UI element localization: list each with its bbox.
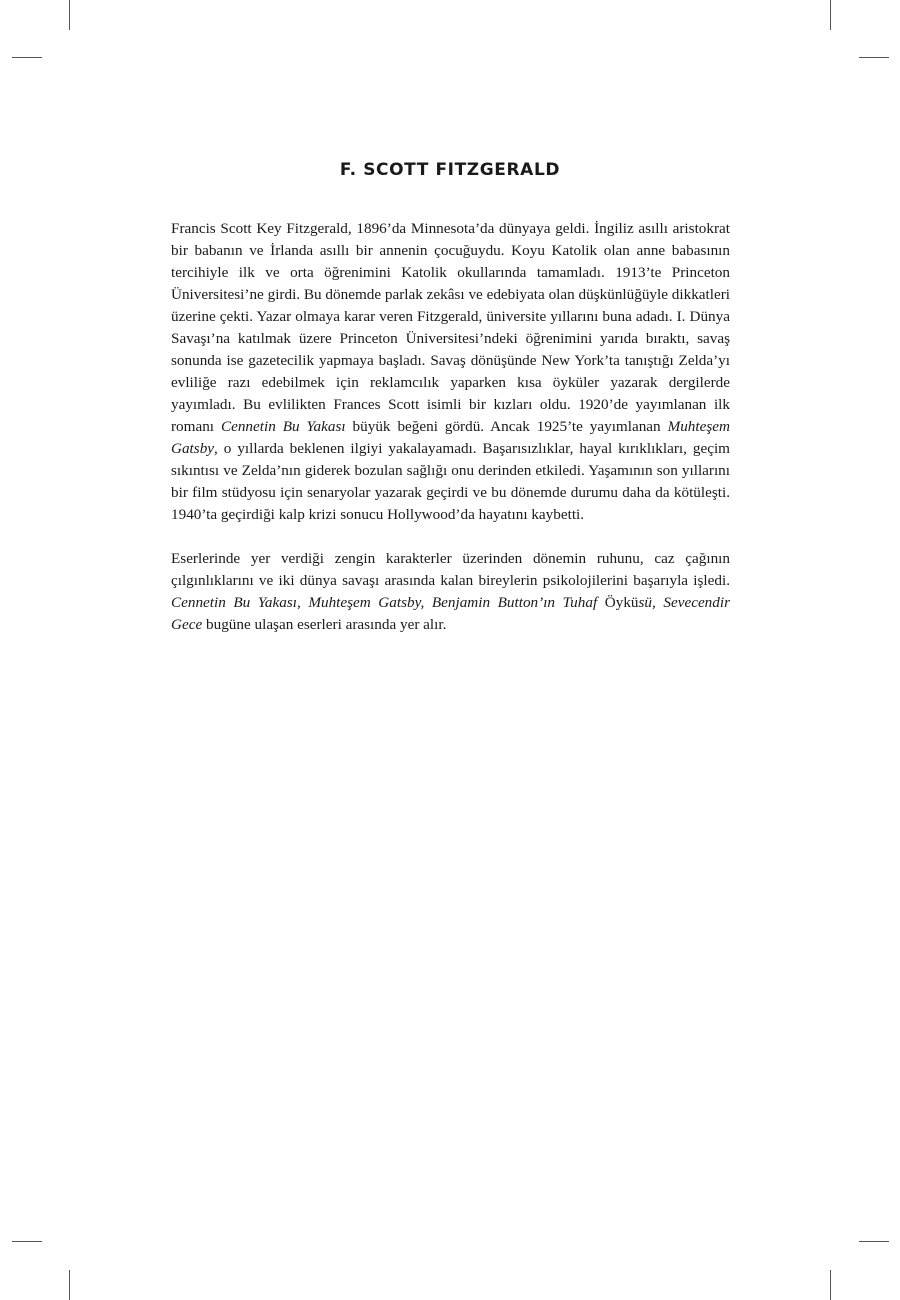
- book-titles-list-end: sü, Sevecendir Gece: [171, 594, 731, 633]
- book-titles-list: Cennetin Bu Yakası, Muhteşem Gatsby, Benjamin Button’ın Tuhaf: [171, 594, 598, 611]
- crop-mark-top-right-horizontal: [859, 57, 889, 58]
- book-title-cennetin-bu-yakasi: Cennetin Bu Yakası: [220, 418, 346, 435]
- paragraph-2-text-3: bugüne ulaşan eserleri arasında yer alır.: [202, 616, 447, 633]
- page-title: F. SCOTT FITZGERALD: [339, 160, 561, 180]
- crop-mark-bottom-left-horizontal: [12, 1241, 42, 1242]
- paragraph-2-text-1: Eserlerinde yer verdiği zengin karakterler üzerinden dönemin ruhunu, caz çağının çılgınlıklarını ve iki dünya savaşı arasında kalan bireylerin psikolojilerini başarıyla işledi.: [171, 550, 730, 589]
- paragraph-2-text-2: Öykü: [597, 594, 639, 611]
- crop-mark-bottom-left-vertical: [69, 1270, 70, 1300]
- biography-text: [171, 218, 730, 636]
- crop-mark-top-left-horizontal: [12, 57, 42, 58]
- biography-paragraph-2: [171, 548, 730, 636]
- paragraph-1-text-3: , o yıllarda beklenen ilgiyi yakalayamadı. Başarısızlıklar, hayal kırıklıkları, geçim sıkıntısı ve Zelda’nın giderek bozulan sağlığı onu derinden etkiledi. Yaşamının son yıllarını bir film stüdyosu için senaryolar yazarak geçirdi ve bu dönemde durumu daha da kötüleşti. 1940’ta geçirdiği kalp krizi sonucu Hollywood’da hayatını kaybetti.: [171, 440, 730, 523]
- crop-mark-bottom-right-vertical: [830, 1270, 831, 1300]
- book-title-muhtesem-gatsby: Muhteşem Gatsby: [171, 418, 730, 457]
- paragraph-1-text-1: Francis Scott Key Fitzgerald, 1896’da Minnesota’da dünyaya geldi. İngiliz asıllı aristokrat bir babanın ve İrlanda asıllı bir annenin çocuğuydu. Koyu Katolik olan anne babasının tercihiyle ilk ve orta öğrenimini Katolik okullarında tamamladı. 1913’te Princeton Üniversitesi’ne girdi. Bu dönemde parlak zekâsı ve edebiyata olan düşkünlüğüyle dikkatleri üzerine çekti. Yazar olmaya karar veren Fitzgerald, üniversite yıllarını buna adadı. I. Dünya Savaşı’na katılmak üzere Princeton Üniversitesi’ndeki öğrenimini yarıda bıraktı, savaş sonunda ise gazetecilik yapmaya başladı. Savaş dönüşünde New York’ta tanıştığı Zelda’yı evliliğe razı edebilmek için reklamcılık yaparken kısa öyküler yazarak dergilerde yayımladı. Bu evlilikten Frances Scott isimli bir kızları oldu. 1920’de yayımlanan ilk romanı: [171, 220, 730, 435]
- biography-paragraph-1: [171, 218, 730, 526]
- crop-mark-bottom-right-horizontal: [859, 1241, 889, 1242]
- crop-mark-top-left-vertical: [69, 0, 70, 30]
- crop-mark-top-right-vertical: [830, 0, 831, 30]
- paragraph-1-text-2: büyük beğeni gördü. Ancak 1925’te yayımlanan: [345, 418, 668, 435]
